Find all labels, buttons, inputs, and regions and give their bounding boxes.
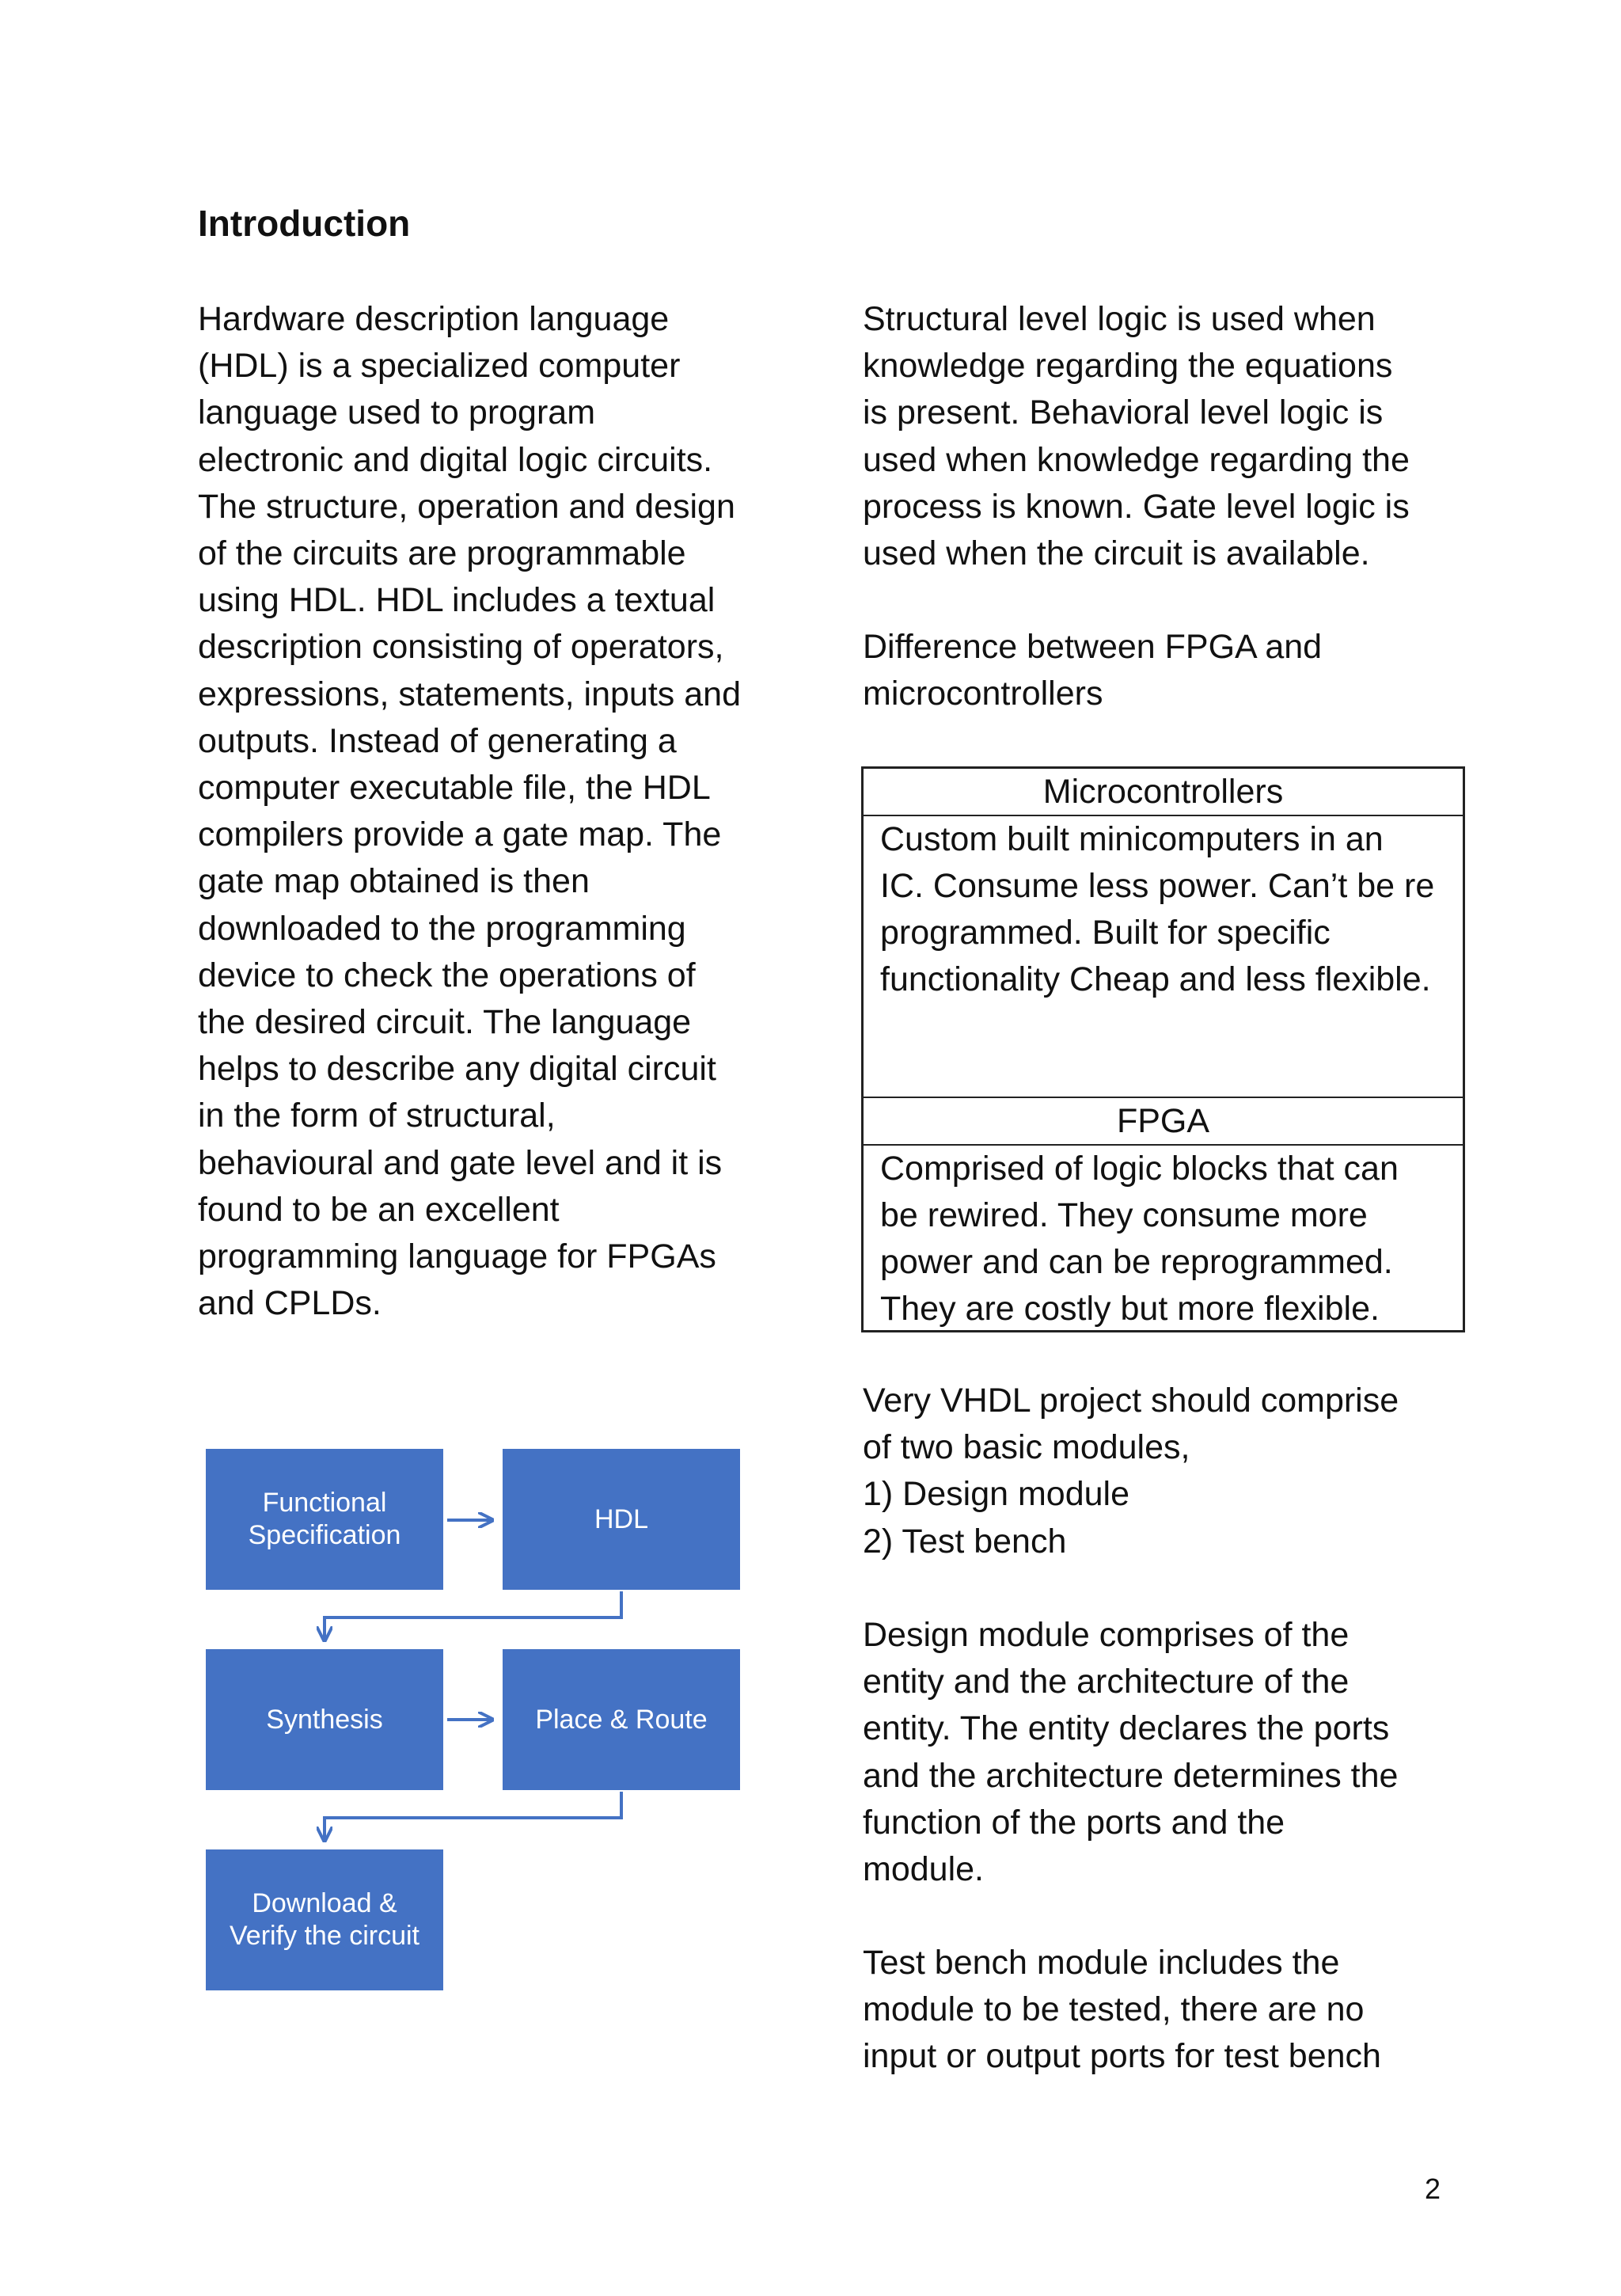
microcontrollers-description [864,816,1463,1098]
intro-line: outputs. Instead of generating a [198,721,677,760]
microcontrollers-header: Microcontrollers [864,769,1463,816]
intro-line: language used to program [198,393,596,432]
logic-levels-paragraph [863,296,1472,577]
intro-line: computer executable file, the HDL [198,769,711,808]
fpga-line: Comprised of logic blocks that can [880,1150,1399,1188]
logic-levels-line: is present. Behavioral level logic is [863,393,1384,432]
synthesis-box [206,1649,443,1790]
intro-line: (HDL) is a specialized computer [198,347,681,386]
design-module-line: module. [863,1850,984,1889]
logic-levels-line: Structural level logic is used when [863,300,1376,338]
microcontrollers-line: programmed. Built for specific [880,914,1331,952]
fpga-line: They are costly but more flexible. [880,1290,1380,1328]
intro-line: programming language for FPGAs [198,1237,716,1276]
test-bench-line: module to be tested, there are no [863,1990,1365,2029]
intro-line: downloaded to the programming [198,909,686,948]
logic-levels-line: used when knowledge regarding the [863,440,1410,479]
modules-line: of two basic modules, [863,1428,1190,1467]
page-number: 2 [1424,2172,1441,2205]
test-bench-paragraph [863,1940,1472,2081]
comparison-table [861,766,1465,1332]
hdl-label: HDL [594,1503,649,1534]
logic-levels-line: process is known. Gate level logic is [863,487,1410,526]
modules-line: Very VHDL project should comprise [863,1382,1399,1420]
intro-line: expressions, statements, inputs and [198,675,741,713]
design-module-line: and the architecture determines the [863,1756,1399,1795]
intro-line: and CPLDs. [198,1284,382,1323]
functional-specification-box [206,1449,443,1590]
design-module-line: entity. The entity declares the ports [863,1709,1390,1748]
design-module-line: entity and the architecture of the [863,1663,1350,1701]
synthesis-label: Synthesis [266,1704,383,1735]
fpga-header: FPGA [864,1098,1463,1146]
intro-line: the desired circuit. The language [198,1003,692,1042]
intro-line: description consisting of operators, [198,628,724,667]
functional-label-line2: Specification [248,1520,401,1550]
test-bench-line: input or output ports for test bench [863,2037,1381,2076]
functional-label-line1: Functional [262,1488,387,1518]
fpga-line: power and can be reprogrammed. [880,1243,1393,1281]
microcontrollers-line: Custom built minicomputers in an [880,820,1384,858]
modules-paragraph [863,1378,1472,1565]
design-module-line: Design module comprises of the [863,1616,1350,1654]
intro-line: Hardware description language [198,300,670,338]
intro-line: The structure, operation and design [198,487,735,526]
intro-line: of the circuits are programmable [198,534,686,573]
difference-line: Difference between FPGA and [863,628,1323,666]
microcontrollers-line: functionality Cheap and less flexible. [880,960,1431,998]
test-bench-line: Test bench module includes the [863,1944,1340,1982]
modules-line: 2) Test bench [863,1522,1067,1560]
fpga-line: be rewired. They consume more [880,1196,1368,1234]
intro-line: using HDL. HDL includes a textual [198,581,716,620]
hdl-box [503,1449,740,1590]
microcontrollers-line: IC. Consume less power. Can’t be re [880,867,1435,905]
connector-hdl-to-synthesis [325,1591,621,1640]
design-module-paragraph [863,1612,1472,1893]
place-route-label: Place & Route [535,1704,708,1735]
difference-line: microcontrollers [863,675,1103,713]
intro-line: electronic and digital logic circuits. [198,440,713,479]
place-route-box [503,1649,740,1790]
intro-line: compilers provide a gate map. The [198,815,722,854]
intro-line: gate map obtained is then [198,862,590,901]
verify-label-line1: Download & [252,1888,397,1918]
download-verify-box [206,1849,443,1990]
intro-line: device to check the operations of [198,956,696,994]
intro-line: in the form of structural, [198,1097,556,1135]
intro-line: helps to describe any digital circuit [198,1050,716,1089]
difference-heading-paragraph [863,624,1472,717]
design-module-line: function of the ports and the [863,1803,1285,1842]
intro-paragraph [198,296,776,1327]
logic-levels-line: knowledge regarding the equations [863,347,1393,386]
section-heading: Introduction [198,203,411,244]
fpga-description [864,1146,1463,1330]
connector-place-to-verify [325,1792,621,1841]
logic-levels-line: used when the circuit is available. [863,534,1370,573]
modules-line: 1) Design module [863,1475,1130,1514]
verify-label-line2: Verify the circuit [230,1921,419,1951]
intro-line: behavioural and gate level and it is [198,1143,723,1182]
intro-line: found to be an excellent [198,1190,560,1229]
